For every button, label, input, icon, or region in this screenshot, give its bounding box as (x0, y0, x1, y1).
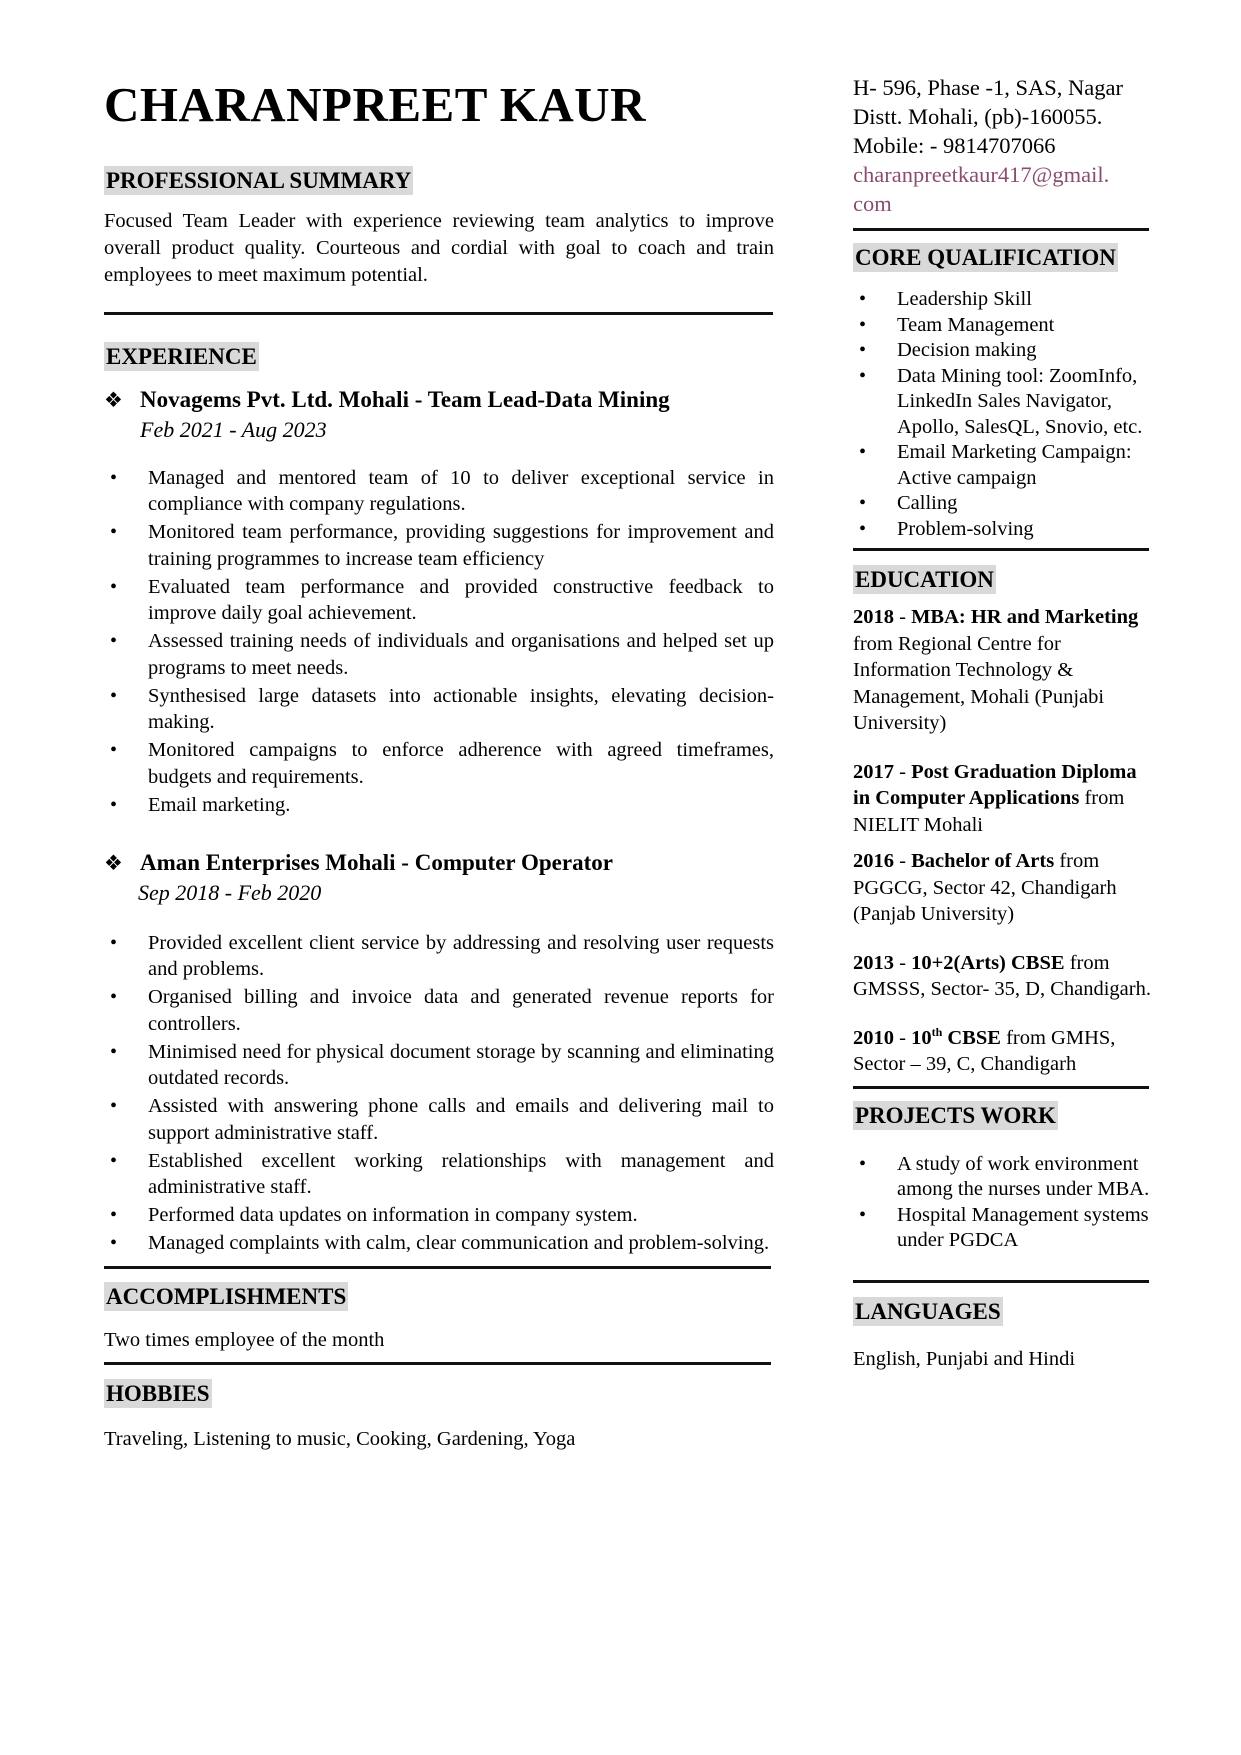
bullet-icon: • (110, 739, 118, 762)
core-qualification-heading: CORE QUALIFICATION (855, 245, 1116, 270)
bullet-icon: • (859, 517, 867, 540)
summary-text: Focused Team Leader with experience reviewing team analytics to improve overall product quality. Courteous and cordial with goal to coach and train employees to meet maximum potential. (104, 209, 774, 286)
bullet-icon: • (859, 1203, 867, 1226)
list-item: • Leadership Skill (853, 287, 1153, 313)
list-item: • Evaluated team performance and provided constructive feedback to improve daily goal achievement. (110, 575, 774, 625)
bullet-icon: • (859, 364, 867, 387)
job-dates-1: Feb 2021 - Aug 2023 (140, 416, 327, 442)
list-item: • Hospital Management systems under PGDCA (859, 1203, 1149, 1251)
bullet-icon: • (859, 1152, 867, 1175)
list-item: • Minimised need for physical document storage by scanning and eliminating outdated records. (110, 1040, 774, 1090)
job-title-text: Aman Enterprises Mohali - Computer Operator (140, 849, 613, 875)
list-item: • Synthesised large datasets into actionable insights, elevating decision-making. (110, 684, 774, 734)
list-item: • Email Marketing Campaign: Active campaign (859, 441, 1132, 489)
bullet-icon: • (110, 575, 118, 598)
address-line-2: Distt. Mohali, (pb)-160055. (853, 104, 1103, 129)
bullet-icon: • (110, 931, 118, 954)
email-link[interactable]: charanpreetkaur417@gmail. com (853, 162, 1110, 216)
bullet-icon: • (110, 521, 118, 544)
job-title-1 (104, 387, 774, 413)
bullet-icon: • (110, 684, 118, 707)
bullet-icon: • (110, 793, 118, 816)
education-heading: EDUCATION (855, 567, 994, 592)
list-item: • Team Management (853, 313, 1153, 339)
education-entry: 2017 - Post Graduation Diploma in Computer Applications from NIELIT Mohali (853, 760, 1137, 836)
list-item: • A study of work environment among the nurses under MBA. (859, 1152, 1150, 1200)
candidate-name: CHARANPREET KAUR (104, 77, 647, 132)
education-entry: 2018 - MBA: HR and Marketing from Regional Centre for Information Technology & Management, Mohali (Punjabi University) (853, 606, 1139, 734)
list-item: • Data Mining tool: ZoomInfo, LinkedIn Sales Navigator, Apollo, SalesQL, Snovio, etc. (859, 364, 1143, 438)
bullet-icon: • (110, 1149, 118, 1172)
summary-heading: PROFESSIONAL SUMMARY (106, 167, 412, 193)
projects-heading: PROJECTS WORK (855, 1102, 1056, 1128)
list-item: • Provided excellent client service by addressing and resolving user requests and problems. (110, 931, 774, 981)
projects-list (853, 1152, 1153, 1254)
address-line-1: H- 596, Phase -1, SAS, Nagar (853, 75, 1123, 100)
bullet-icon: • (859, 492, 867, 514)
bullet-icon: • (110, 1204, 118, 1227)
experience-heading: EXPERIENCE (106, 343, 257, 369)
bullet-icon: • (859, 288, 867, 310)
accomplishments-heading: ACCOMPLISHMENTS (106, 1284, 347, 1310)
education-entry: 2013 - 10+2(Arts) CBSE from GMSSS, Sector- 35, D, Chandigarh. (853, 951, 1151, 1000)
core-qualification-list (853, 287, 1153, 542)
accomplishments-text: Two times employee of the month (104, 1329, 385, 1352)
bullet-icon: • (110, 1095, 118, 1118)
right-column (853, 70, 1153, 1372)
job-title-2 (104, 850, 774, 876)
bullet-icon: • (110, 986, 118, 1009)
education-entry: 2010 - 10th CBSE from GMHS, Sector – 39, C, Chandigarh (853, 1024, 1116, 1075)
diamond-bullet-icon: ❖ (104, 387, 123, 412)
job-title-text: Novagems Pvt. Ltd. Mohali - Team Lead-Data Mining (140, 386, 670, 412)
bullet-icon: • (859, 313, 867, 336)
bullet-icon: • (110, 1040, 118, 1063)
list-item: • Assisted with answering phone calls and emails and delivering mail to support administrative staff. (110, 1095, 774, 1144)
education-entry: 2016 - Bachelor of Arts from PGGCG, Sector 42, Chandigarh (Panjab University) (853, 850, 1117, 925)
bullet-icon: • (859, 339, 867, 361)
contact-block (853, 73, 1153, 218)
job-2-points (104, 930, 774, 1257)
list-item: • Managed and mentored team of 10 to deliver exceptional service in compliance with company regulations. (110, 466, 774, 516)
bullet-icon: • (110, 1232, 118, 1255)
list-item: • Performed data updates on information in company system. (104, 1202, 774, 1229)
list-item: • Managed complaints with calm, clear communication and problem-solving. (104, 1230, 774, 1257)
list-item: • Calling (853, 491, 1153, 517)
list-item: • Organised billing and invoice data and generated revenue reports for controllers. (110, 986, 774, 1035)
list-item: • Problem-solving (853, 517, 1153, 543)
job-1-points (104, 465, 774, 819)
list-item: • Established excellent working relationships with management and administrative staff. (110, 1149, 774, 1199)
left-column (104, 70, 774, 1453)
job-dates-2: Sep 2018 - Feb 2020 (138, 879, 322, 905)
bullet-icon: • (110, 630, 118, 653)
languages-heading: LANGUAGES (855, 1298, 1001, 1324)
list-item: • Monitored team performance, providing suggestions for improvement and training programmes to increase team efficiency (110, 521, 774, 570)
languages-text: English, Punjabi and Hindi (853, 1347, 1076, 1370)
bullet-icon: • (859, 441, 867, 463)
hobbies-text: Traveling, Listening to music, Cooking, Gardening, Yoga (104, 1428, 576, 1451)
list-item: • Email marketing. (104, 792, 774, 819)
mobile-number: Mobile: - 9814707066 (853, 133, 1056, 158)
list-item: • Decision making (853, 338, 1153, 364)
hobbies-heading: HOBBIES (106, 1381, 210, 1407)
diamond-bullet-icon: ❖ (104, 850, 123, 875)
list-item: • Monitored campaigns to enforce adherence with agreed timeframes, budgets and requirements. (110, 739, 774, 788)
bullet-icon: • (110, 466, 118, 489)
list-item: • Assessed training needs of individuals and organisations and helped set up programs to meet needs. (110, 630, 774, 679)
